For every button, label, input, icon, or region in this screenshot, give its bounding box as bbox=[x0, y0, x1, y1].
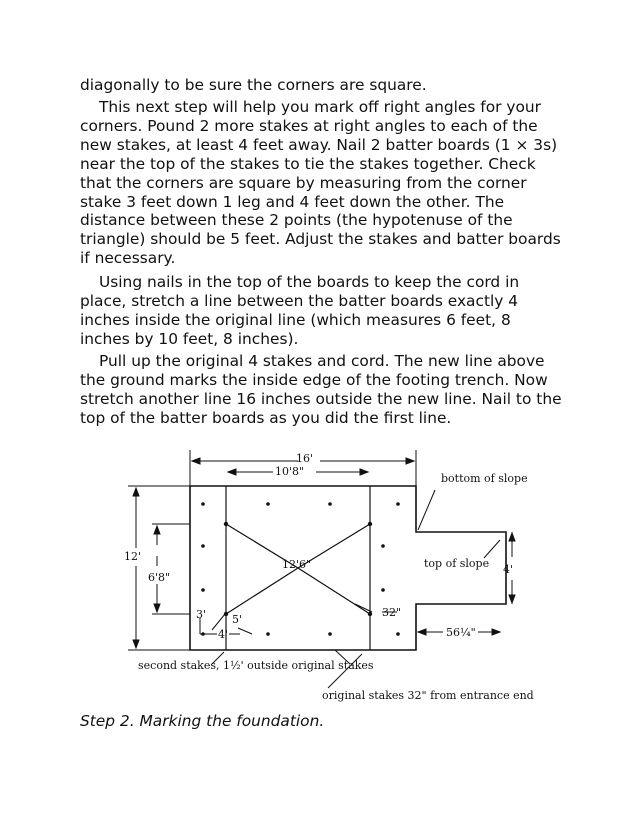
paragraph-2: This next step will help you mark off right angles for your corners. Pound 2 more stakes at right angles to each of the new stakes, at least 4 feet away. Nail 2 batter boards (1 × 3s) near the top of the stakes to tie the stakes together. Check that the corners are square by measuring from the corner stake 3 feet down 1 leg and 4 feet down the other. The distance between these 2 points (the hypotenuse of the triangle) should be 5 feet. Adjust the stakes and batter boards if necessary. bbox=[80, 98, 561, 268]
paragraph-1: diagonally to be sure the corners are square. bbox=[80, 76, 427, 94]
label-tri-3: 3' bbox=[196, 608, 207, 621]
label-top-of-slope: top of slope bbox=[424, 557, 490, 570]
label-diagonal-12-6: 12'6" bbox=[282, 558, 312, 571]
label-10-8: 10'8" bbox=[275, 465, 305, 478]
label-32: 32" bbox=[382, 606, 402, 619]
label-second-stakes: second stakes, 1½' outside original stakes bbox=[138, 659, 374, 672]
label-6-8: 6'8" bbox=[148, 571, 171, 584]
paragraph-3: Using nails in the top of the boards to keep the cord in place, stretch a line between the batter boards exactly 4 inches inside the original line (which measures 6 feet, 8 inches by 10 feet, 8 inches). bbox=[80, 273, 520, 348]
label-4: 4' bbox=[503, 563, 514, 576]
paragraph-4: Pull up the original 4 stakes and cord. The new line above the ground marks the inside edge of the footing trench. Now stretch another line 16 inches outside the new line. Nail to the top of the batter boards as you did the first line. bbox=[80, 352, 562, 427]
label-56: 56¼" bbox=[446, 626, 476, 639]
label-tri-4: 4' bbox=[218, 628, 229, 641]
figure-caption: Step 2. Marking the foundation. bbox=[80, 712, 325, 730]
diagonal-lower-left bbox=[226, 568, 298, 614]
label-tri-5: 5' bbox=[232, 613, 243, 626]
diagonal-lower-right bbox=[298, 568, 370, 614]
label-original-stakes: original stakes 32" from entrance end bbox=[322, 689, 534, 702]
label-12: 12' bbox=[124, 550, 142, 563]
label-16: 16' bbox=[296, 452, 314, 465]
label-bottom-of-slope: bottom of slope bbox=[441, 472, 528, 485]
